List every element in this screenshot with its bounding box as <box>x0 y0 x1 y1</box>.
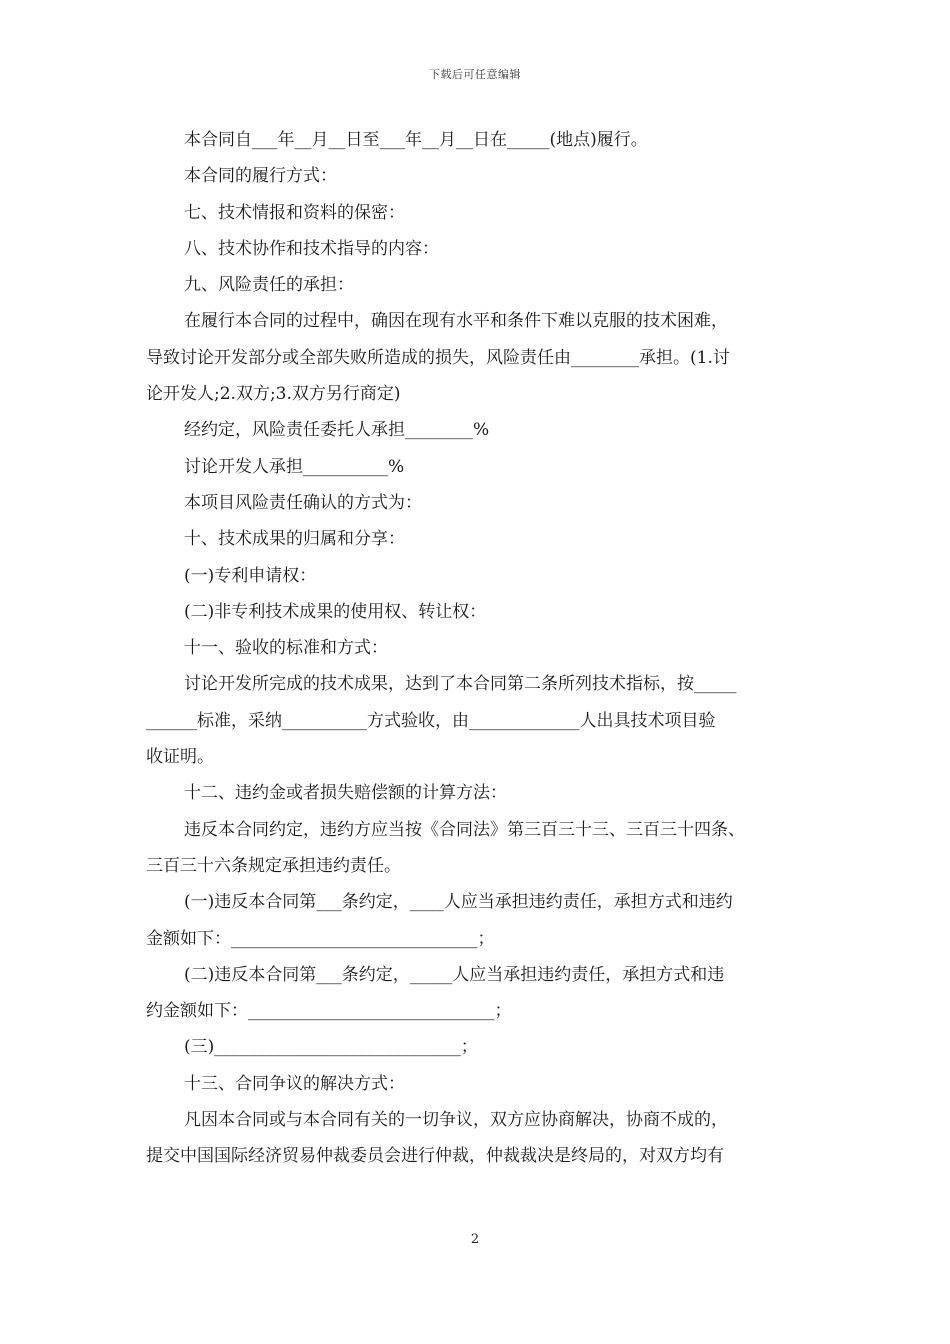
paragraph-line: (二)违反本合同第___条约定，_____人应当承担违约责任，承担方式和违 <box>184 964 725 985</box>
document-body <box>146 122 808 1175</box>
paragraph-line: 经约定，风险责任委托人承担________% <box>184 420 490 441</box>
paragraph-line: 违反本合同约定，违约方应当按《合同法》第三百三十三、三百三十四条、 <box>184 819 745 840</box>
paragraph-line: 讨论开发所完成的技术成果，达到了本合同第二条所列技术指标，按_____ <box>184 674 737 695</box>
section-heading: 十三、合同争议的解决方式： <box>184 1073 405 1094</box>
paragraph-line: ______标准，采纳__________方式验收，由_____________人出具技术项目验 <box>146 710 716 731</box>
paragraph-line: 本合同自___年__月__日至___年__月__日在_____(地点)履行。 <box>184 130 648 150</box>
section-heading: 七、技术情报和资料的保密： <box>184 202 405 223</box>
paragraph-line: 约金额如下：_____________________________； <box>146 1001 512 1022</box>
paragraph-line: 本项目风险责任确认的方式为： <box>184 492 422 513</box>
paragraph-line: 在履行本合同的过程中，确因在现有水平和条件下难以克服的技术困难， <box>184 311 728 332</box>
paragraph-line: (一)专利申请权： <box>184 565 317 586</box>
paragraph-line: 讨论开发人承担__________% <box>184 456 405 477</box>
paragraph-line: 导致讨论开发部分或全部失败所造成的损失，风险责任由________承担。(1.讨 <box>146 347 730 368</box>
paragraph-line: (二)非专利技术成果的使用权、转让权： <box>184 601 487 622</box>
paragraph-line: (一)违反本合同第___条约定，____人应当承担违约责任，承担方式和违约 <box>184 892 733 913</box>
paragraph-line: 提交中国国际经济贸易仲裁委员会进行仲裁，仲裁裁决是终局的，对双方均有 <box>146 1146 724 1167</box>
paragraph-line: 凡因本合同或与本合同有关的一切争议，双方应协商解决，协商不成的， <box>184 1110 728 1131</box>
paragraph-line: 收证明。 <box>146 747 214 768</box>
paragraph-line: (三)_____________________________； <box>184 1037 478 1058</box>
section-heading: 十一、验收的标准和方式： <box>184 638 388 659</box>
section-heading: 九、风险责任的承担： <box>184 275 354 296</box>
page-header: 下载后可任意编辑 <box>429 68 521 81</box>
paragraph-line: 三百三十六条规定承担违约责任。 <box>146 855 401 876</box>
section-heading: 八、技术协作和技术指导的内容： <box>184 238 439 259</box>
paragraph-line: 金额如下：_____________________________； <box>146 928 495 949</box>
section-heading: 十二、违约金或者损失赔偿额的计算方法： <box>184 783 507 804</box>
paragraph-line: 本合同的履行方式： <box>184 166 337 187</box>
section-heading: 十、技术成果的归属和分享： <box>184 529 405 550</box>
page-number: 2 <box>470 1232 480 1247</box>
paragraph-line: 论开发人;2.双方;3.双方另行商定) <box>146 384 401 405</box>
